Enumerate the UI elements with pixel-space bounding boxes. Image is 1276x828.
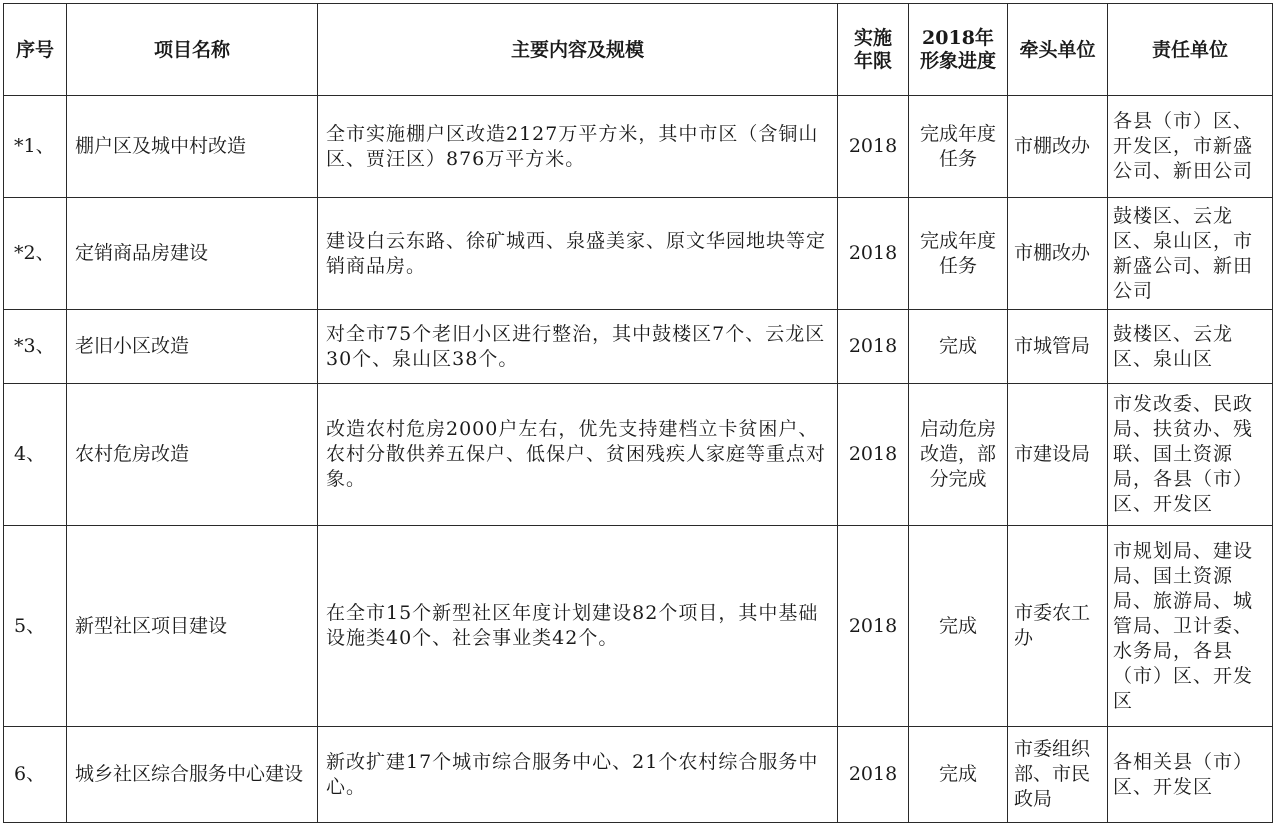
cell-lead: 市棚改办 xyxy=(1008,198,1108,310)
cell-resp: 各相关县（市）区、开发区 xyxy=(1108,727,1273,823)
table-row xyxy=(4,384,1273,526)
cell-year: 2018 xyxy=(838,727,909,823)
header-content: 主要内容及规模 xyxy=(318,4,838,96)
header-year-line1: 实施 xyxy=(853,26,892,49)
cell-lead: 市建设局 xyxy=(1008,384,1108,526)
project-table xyxy=(3,3,1273,823)
cell-content: 改造农村危房2000户左右，优先支持建档立卡贫困户、农村分散供养五保户、低保户、贫困残疾人家庭等重点对象。 xyxy=(318,384,838,526)
table-row xyxy=(4,727,1273,823)
cell-resp: 市发改委、民政局、扶贫办、残联、国土资源局，各县（市）区、开发区 xyxy=(1108,384,1273,526)
cell-name: 定销商品房建设 xyxy=(67,198,318,310)
cell-name: 城乡社区综合服务中心建设 xyxy=(67,727,318,823)
header-lead: 牵头单位 xyxy=(1008,4,1108,96)
cell-no: 5、 xyxy=(4,526,67,727)
cell-content: 全市实施棚户区改造2127万平方米，其中市区（含铜山区、贾汪区）876万平方米。 xyxy=(318,96,838,198)
cell-year: 2018 xyxy=(838,96,909,198)
cell-resp: 鼓楼区、云龙区、泉山区 xyxy=(1108,310,1273,384)
cell-year: 2018 xyxy=(838,384,909,526)
cell-year: 2018 xyxy=(838,526,909,727)
cell-name: 老旧小区改造 xyxy=(67,310,318,384)
table-header-row xyxy=(4,4,1273,96)
header-progress-line2: 形象进度 xyxy=(919,49,996,72)
cell-lead: 市委组织部、市民政局 xyxy=(1008,727,1108,823)
header-progress-line1: 2018年 xyxy=(922,26,994,49)
table-row xyxy=(4,198,1273,310)
cell-resp: 市规划局、建设局、国土资源局、旅游局、城管局、卫计委、水务局，各县（市）区、开发区 xyxy=(1108,526,1273,727)
cell-resp: 各县（市）区、开发区，市新盛公司、新田公司 xyxy=(1108,96,1273,198)
cell-name: 农村危房改造 xyxy=(67,384,318,526)
cell-no: 6、 xyxy=(4,727,67,823)
cell-year: 2018 xyxy=(838,310,909,384)
cell-progress: 完成 xyxy=(909,526,1008,727)
table-row xyxy=(4,96,1273,198)
cell-content: 建设白云东路、徐矿城西、泉盛美家、原文华园地块等定销商品房。 xyxy=(318,198,838,310)
header-progress xyxy=(909,4,1008,96)
header-name: 项目名称 xyxy=(67,4,318,96)
header-no: 序号 xyxy=(4,4,67,96)
cell-progress: 完成 xyxy=(909,727,1008,823)
cell-progress: 完成 xyxy=(909,310,1008,384)
cell-progress: 启动危房改造，部分完成 xyxy=(909,384,1008,526)
cell-no: *1、 xyxy=(4,96,67,198)
cell-lead: 市棚改办 xyxy=(1008,96,1108,198)
cell-content: 在全市15个新型社区年度计划建设82个项目，其中基础设施类40个、社会事业类42个。 xyxy=(318,526,838,727)
table-row xyxy=(4,310,1273,384)
header-year xyxy=(838,4,909,96)
cell-no: 4、 xyxy=(4,384,67,526)
cell-progress: 完成年度任务 xyxy=(909,198,1008,310)
header-resp: 责任单位 xyxy=(1108,4,1273,96)
cell-year: 2018 xyxy=(838,198,909,310)
header-year-line2: 年限 xyxy=(853,49,892,72)
cell-lead: 市委农工办 xyxy=(1008,526,1108,727)
cell-progress: 完成年度任务 xyxy=(909,96,1008,198)
cell-name: 棚户区及城中村改造 xyxy=(67,96,318,198)
cell-lead: 市城管局 xyxy=(1008,310,1108,384)
table-row xyxy=(4,526,1273,727)
cell-content: 新改扩建17个城市综合服务中心、21个农村综合服务中心。 xyxy=(318,727,838,823)
cell-name: 新型社区项目建设 xyxy=(67,526,318,727)
cell-no: *2、 xyxy=(4,198,67,310)
cell-resp: 鼓楼区、云龙区、泉山区，市新盛公司、新田公司 xyxy=(1108,198,1273,310)
cell-no: *3、 xyxy=(4,310,67,384)
cell-content: 对全市75个老旧小区进行整治，其中鼓楼区7个、云龙区30个、泉山区38个。 xyxy=(318,310,838,384)
